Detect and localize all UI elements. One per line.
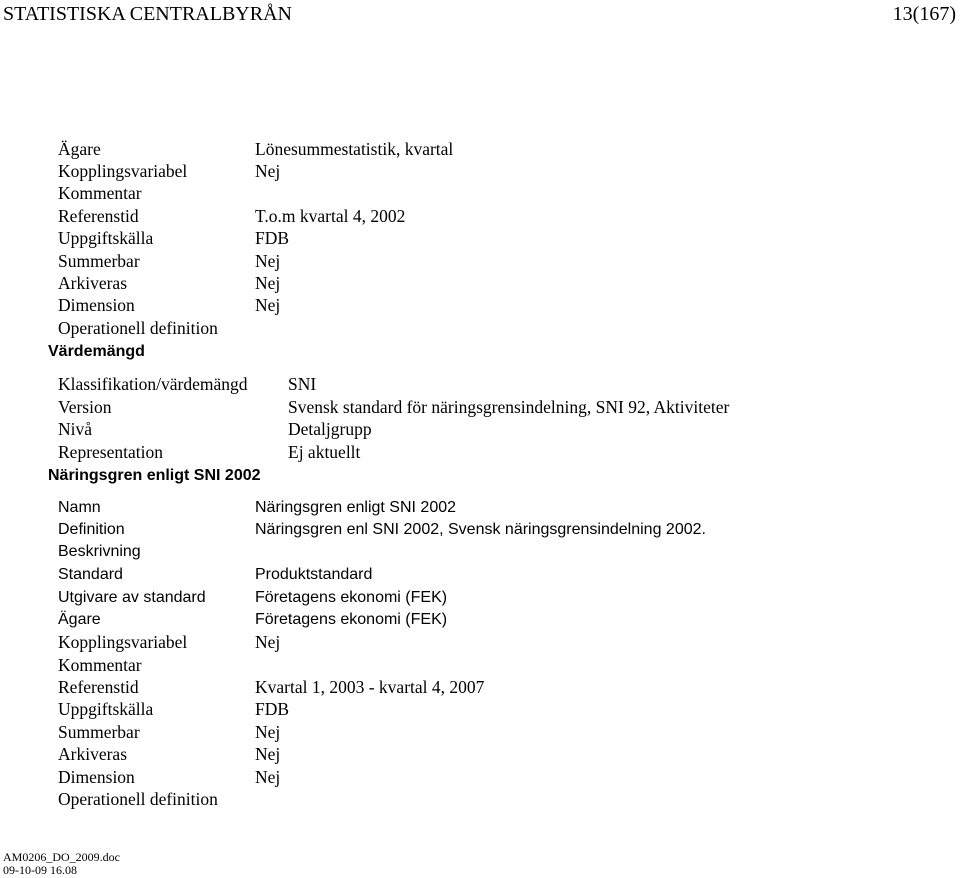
- field-label: Summerbar: [58, 722, 140, 742]
- field-value: Lönesummestatistik, kvartal: [255, 139, 454, 159]
- field-value: Företagens ekonomi (FEK): [255, 589, 448, 606]
- field-value: Nej: [255, 767, 281, 787]
- field-label: Dimension: [58, 295, 135, 315]
- field-value: Näringsgren enligt SNI 2002: [255, 499, 457, 516]
- field-label: Ägare: [58, 139, 101, 159]
- field-label: Arkiveras: [58, 744, 128, 764]
- field-label: Representation: [58, 442, 163, 462]
- field-value: Nej: [255, 722, 281, 742]
- field-value: T.o.m kvartal 4, 2002: [255, 206, 406, 226]
- field-label: Referenstid: [58, 677, 139, 697]
- field-label: Kommentar: [58, 183, 142, 203]
- field-value: Nej: [255, 632, 281, 652]
- field-label: Ägare: [58, 611, 101, 628]
- field-label: Nivå: [58, 419, 93, 439]
- field-value: Näringsgren enl SNI 2002, Svensk näringsgrensindelning 2002.: [255, 521, 706, 538]
- field-value: Ej aktuellt: [288, 442, 361, 462]
- field-label: Operationell definition: [58, 789, 218, 809]
- field-value: Nej: [255, 161, 281, 181]
- field-value: SNI: [288, 374, 317, 394]
- field-value: Företagens ekonomi (FEK): [255, 611, 448, 628]
- field-label: Referenstid: [58, 206, 139, 226]
- field-value: FDB: [255, 228, 290, 248]
- field-label: Namn: [58, 499, 101, 516]
- field-label: Kommentar: [58, 655, 142, 675]
- page-number: 13(167): [892, 3, 956, 25]
- field-label: Uppgiftskälla: [58, 699, 154, 719]
- field-value: Produktstandard: [255, 566, 373, 583]
- footer-timestamp: 09-10-09 16.08: [3, 863, 77, 877]
- field-label: Uppgiftskälla: [58, 228, 154, 248]
- field-value: Nej: [255, 744, 281, 764]
- field-label: Klassifikation/värdemängd: [58, 374, 248, 394]
- field-value: Nej: [255, 273, 281, 293]
- field-label: Utgivare av standard: [58, 589, 206, 606]
- section-heading-vardemangd: Värdemängd: [48, 343, 145, 360]
- field-label: Version: [58, 397, 112, 417]
- field-label: Summerbar: [58, 251, 140, 271]
- field-label: Kopplingsvariabel: [58, 161, 188, 181]
- field-label: Kopplingsvariabel: [58, 632, 188, 652]
- document-header-org: STATISTISKA CENTRALBYRÅN: [3, 3, 292, 25]
- field-label: Beskrivning: [58, 543, 141, 560]
- field-value: FDB: [255, 699, 290, 719]
- field-value: Nej: [255, 295, 281, 315]
- field-value: Nej: [255, 251, 281, 271]
- field-value: Detaljgrupp: [288, 419, 372, 439]
- field-value: Kvartal 1, 2003 - kvartal 4, 2007: [255, 677, 485, 697]
- section-heading-naringsgren: Näringsgren enligt SNI 2002: [48, 467, 261, 484]
- field-label: Definition: [58, 521, 125, 538]
- footer-filename: AM0206_DO_2009.doc: [3, 850, 120, 864]
- field-label: Arkiveras: [58, 273, 128, 293]
- field-label: Dimension: [58, 767, 135, 787]
- field-label: Standard: [58, 566, 123, 583]
- field-label: Operationell definition: [58, 318, 218, 338]
- field-value: Svensk standard för näringsgrensindelning, SNI 92, Aktiviteter: [288, 397, 730, 417]
